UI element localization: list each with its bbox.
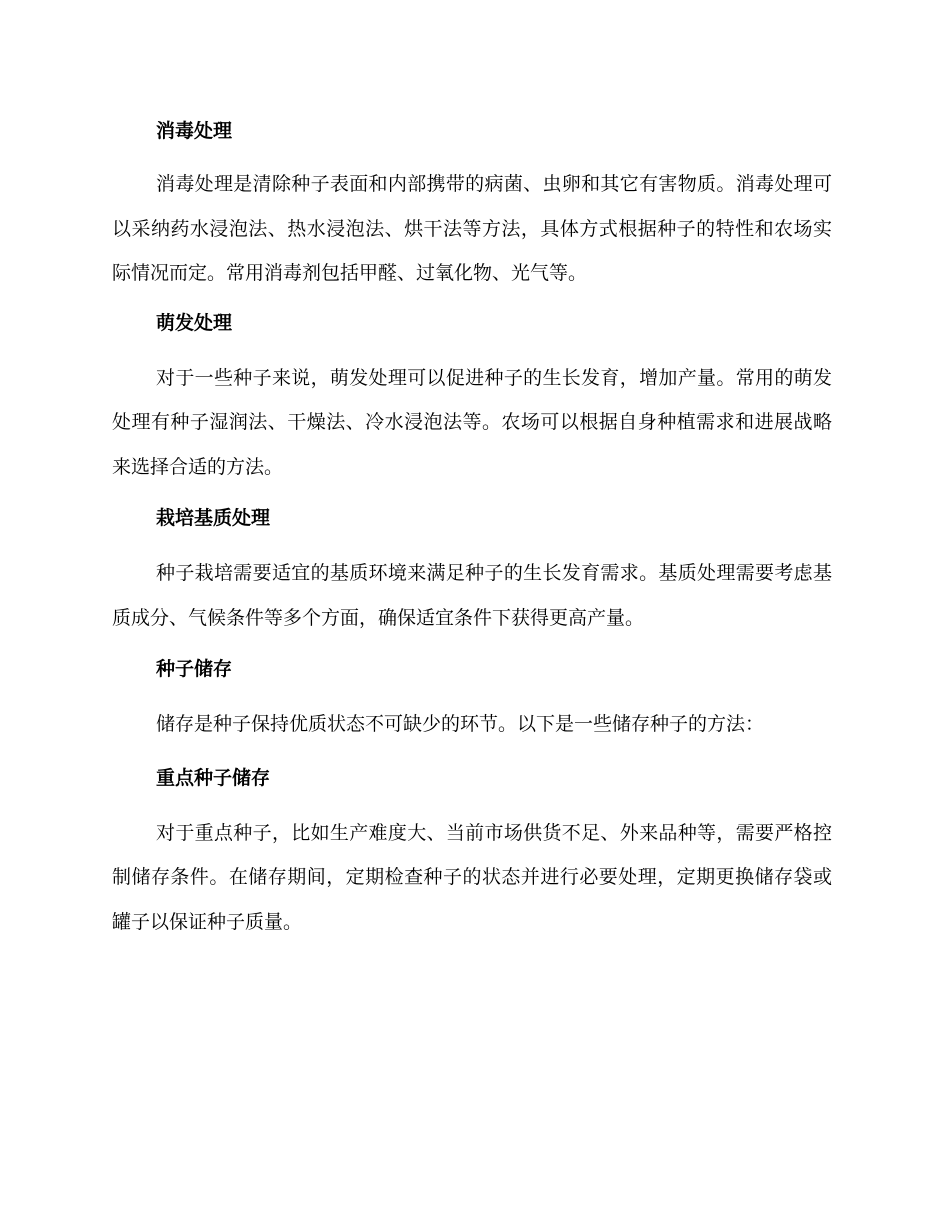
section-heading: 栽培基质处理 <box>156 507 271 529</box>
section-paragraph: 消毒处理是清除种子表面和内部携带的病菌、虫卵和其它有害物质。消毒处理可以采纳药水浸泡法、热水浸泡法、烘干法等方法，具体方式根据种子的特性和农场实际情况而定。常用消毒剂包括甲醛、过氧化物、光气等。 <box>112 173 832 284</box>
section-paragraph: 对于一些种子来说，萌发处理可以促进种子的生长发育，增加产量。常用的萌发处理有种子湿润法、干燥法、冷水浸泡法等。农场可以根据自身种植需求和进展战略来选择合适的方法。 <box>112 366 832 478</box>
section-key-seed-storage <box>112 759 832 945</box>
section-heading: 萌发处理 <box>156 311 233 334</box>
section-paragraph: 种子栽培需要适宜的基质环境来满足种子的生长发育需求。基质处理需要考虑基质成分、气候条件等多个方面，确保适宜条件下获得更高产量。 <box>112 562 832 629</box>
section-heading: 种子储存 <box>156 658 233 680</box>
section-paragraph: 对于重点种子，比如生产难度大、当前市场供货不足、外来品种等，需要严格控制储存条件。在储存期间，定期检查种子的状态并进行必要处理，定期更换储存袋或罐子以保证种子质量。 <box>112 821 832 933</box>
section-substrate <box>112 499 832 640</box>
section-seed-storage <box>112 650 832 747</box>
section-heading: 重点种子储存 <box>156 766 271 789</box>
section-disinfection <box>112 112 832 296</box>
section-germination <box>112 304 832 490</box>
section-paragraph: 储存是种子保持优质状态不可缺少的环节。以下是一些储存种子的方法： <box>156 713 765 735</box>
section-heading: 消毒处理 <box>156 120 233 142</box>
